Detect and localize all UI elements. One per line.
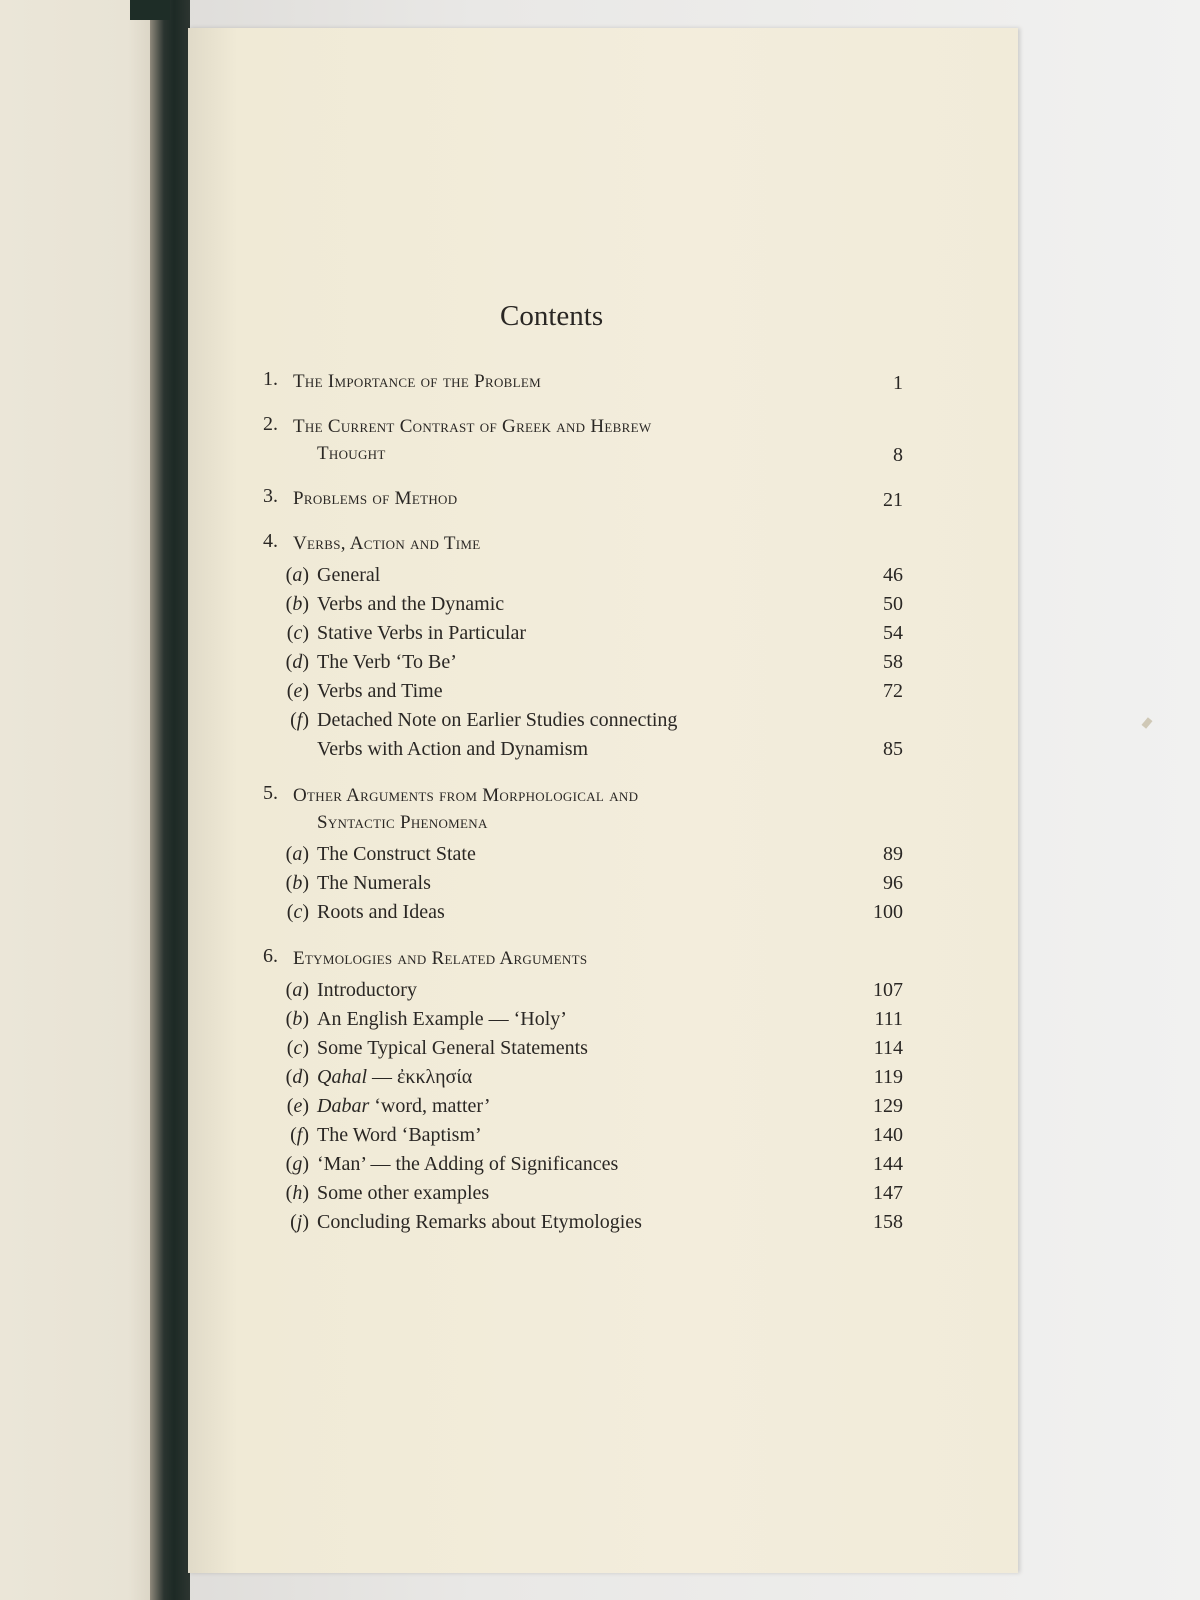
title-line: Verbs and Time	[317, 680, 443, 702]
subsection-label: (e)	[286, 1095, 309, 1117]
subsection-entry	[263, 648, 903, 677]
subsection-label: (c)	[286, 622, 309, 644]
left-page	[0, 0, 160, 1600]
chapter-heading	[263, 530, 903, 557]
subsection-entry	[263, 1150, 903, 1179]
page-number: 54	[883, 622, 903, 644]
chapter-title	[293, 485, 843, 512]
chapter-heading	[263, 413, 903, 467]
page-number: 114	[873, 1037, 903, 1059]
chapter-number: 6.	[263, 945, 278, 967]
page-number: 111	[874, 1008, 903, 1030]
label-letter: a	[292, 979, 303, 1001]
subsection-list	[263, 840, 903, 927]
title-line: An English Example — ‘Holy’	[317, 1008, 567, 1030]
subsection-label: (b)	[285, 593, 309, 615]
chapter-number: 1.	[263, 368, 278, 390]
subsection-title	[317, 1150, 843, 1179]
title-line: Verbs with Action and Dynamism	[317, 738, 589, 760]
chapter-entry	[263, 782, 903, 927]
subsection-label: (c)	[286, 1037, 309, 1059]
label-letter: j	[296, 1211, 303, 1233]
subsection-title	[317, 1121, 843, 1150]
subsection-label: (c)	[286, 901, 309, 923]
subsection-entry	[263, 840, 903, 869]
subsection-list	[263, 561, 903, 764]
label-letter: e	[293, 680, 303, 702]
page-number: 107	[873, 979, 903, 1001]
subsection-label: (g)	[285, 1153, 309, 1175]
chapter-entry	[263, 413, 903, 467]
subsection-title	[317, 898, 843, 927]
subsection-title	[317, 1005, 843, 1034]
title-line: Dabar ‘word, matter’	[317, 1095, 491, 1117]
subsection-entry	[263, 561, 903, 590]
page-title: Contents	[500, 300, 604, 332]
page-number: 96	[883, 872, 903, 894]
subsection-entry	[263, 1005, 903, 1034]
label-letter: e	[293, 1095, 303, 1117]
subsection-label: (d)	[285, 1066, 309, 1088]
subsection-title	[317, 1034, 843, 1063]
page-number: 85	[883, 738, 903, 760]
label-letter: h	[292, 1182, 303, 1204]
subsection-entry	[263, 1092, 903, 1121]
chapter-heading	[263, 945, 903, 972]
page-number: 144	[873, 1153, 903, 1175]
page-mark	[1141, 717, 1152, 729]
label-letter: f	[296, 709, 303, 731]
subsection-list	[263, 976, 903, 1237]
page-number: 140	[873, 1124, 903, 1146]
book-cover-edge	[130, 0, 170, 20]
title-line: Verbs and the Dynamic	[317, 593, 505, 615]
title-line: The Word ‘Baptism’	[317, 1124, 482, 1146]
label-letter: g	[292, 1153, 303, 1175]
label-letter: c	[293, 901, 303, 923]
subsection-label: (d)	[285, 651, 309, 673]
subsection-title	[317, 1063, 843, 1092]
subsection-label: (e)	[286, 680, 309, 702]
label-letter: b	[292, 1008, 303, 1030]
subsection-entry	[263, 1121, 903, 1150]
subsection-label: (h)	[285, 1182, 309, 1204]
title-line: Thought	[317, 443, 386, 464]
subsection-title	[317, 1179, 843, 1208]
label-letter: a	[292, 564, 303, 586]
page-number: 129	[873, 1095, 903, 1117]
label-letter: d	[292, 1066, 303, 1088]
subsection-label: (j)	[290, 1211, 309, 1233]
chapter-title	[293, 413, 843, 467]
page-number: 8	[893, 444, 903, 466]
page-number: 50	[883, 593, 903, 615]
subsection-title	[317, 677, 843, 706]
subsection-entry	[263, 677, 903, 706]
subsection-title	[317, 648, 843, 677]
page-number: 58	[883, 651, 903, 673]
label-letter: c	[293, 1037, 303, 1059]
chapter-entry	[263, 368, 903, 395]
subsection-label: (a)	[285, 843, 309, 865]
subsection-title	[317, 561, 843, 590]
subsection-title	[317, 619, 843, 648]
title-line: The Construct State	[317, 843, 476, 865]
label-letter: f	[296, 1124, 303, 1146]
subsection-entry	[263, 619, 903, 648]
subsection-title	[317, 840, 843, 869]
subsection-entry	[263, 1063, 903, 1092]
subsection-label: (a)	[285, 979, 309, 1001]
title-line: The Importance of the Problem	[293, 371, 541, 392]
title-line: Syntactic Phenomena	[317, 812, 488, 833]
subsection-label: (a)	[285, 564, 309, 586]
title-line: Detached Note on Earlier Studies connecting	[317, 709, 678, 731]
title-line: Other Arguments from Morphological and	[293, 785, 639, 806]
contents-page	[188, 28, 1018, 1573]
title-line: Stative Verbs in Particular	[317, 622, 527, 644]
book-gutter	[150, 0, 190, 1600]
chapter-entry	[263, 945, 903, 1237]
chapter-title	[293, 368, 843, 395]
subsection-title	[317, 976, 843, 1005]
subsection-title	[317, 706, 843, 764]
subsection-entry	[263, 898, 903, 927]
subsection-entry	[263, 1208, 903, 1237]
subsection-entry	[263, 590, 903, 619]
chapter-entry	[263, 530, 903, 764]
subsection-entry	[263, 1179, 903, 1208]
chapter-number: 4.	[263, 530, 278, 552]
chapter-title	[293, 945, 843, 972]
title-line: Problems of Method	[293, 488, 458, 509]
contents-list	[263, 368, 903, 1237]
subsection-entry	[263, 976, 903, 1005]
title-line: Introductory	[317, 979, 417, 1001]
subsection-entry	[263, 869, 903, 898]
subsection-label: (b)	[285, 1008, 309, 1030]
title-line: Verbs, Action and Time	[293, 533, 481, 554]
subsection-label: (b)	[285, 872, 309, 894]
title-line: General	[317, 564, 381, 586]
title-line: ‘Man’ — the Adding of Significances	[317, 1153, 619, 1175]
page-number: 147	[873, 1182, 903, 1204]
title-line: The Numerals	[317, 872, 431, 894]
page-number: 158	[873, 1211, 903, 1233]
subsection-label: (f)	[290, 1124, 309, 1146]
title-line: Concluding Remarks about Etymologies	[317, 1211, 642, 1233]
label-letter: b	[292, 593, 303, 615]
chapter-entry	[263, 485, 903, 512]
chapter-title	[293, 782, 843, 836]
label-letter: a	[292, 843, 303, 865]
subsection-title	[317, 1208, 843, 1237]
page-number: 89	[883, 843, 903, 865]
chapter-title	[293, 530, 843, 557]
chapter-number: 5.	[263, 782, 278, 804]
page-number: 119	[873, 1066, 903, 1088]
title-line: The Verb ‘To Be’	[317, 651, 457, 673]
subsection-entry	[263, 1034, 903, 1063]
title-line: Roots and Ideas	[317, 901, 445, 923]
label-letter: c	[293, 622, 303, 644]
title-line: Some other examples	[317, 1182, 490, 1204]
title-line: Some Typical General Statements	[317, 1037, 588, 1059]
subsection-title	[317, 1092, 843, 1121]
page-number: 1	[893, 372, 903, 394]
subsection-title	[317, 869, 843, 898]
title-line: The Current Contrast of Greek and Hebrew	[293, 416, 652, 437]
subsection-title	[317, 590, 843, 619]
chapter-heading	[263, 782, 903, 836]
chapter-number: 3.	[263, 485, 278, 507]
page-number: 46	[883, 564, 903, 586]
page-number: 100	[873, 901, 903, 923]
chapter-heading	[263, 368, 903, 395]
chapter-number: 2.	[263, 413, 278, 435]
label-letter: d	[292, 651, 303, 673]
page-number: 72	[883, 680, 903, 702]
subsection-entry	[263, 706, 903, 764]
page-number: 21	[883, 489, 903, 511]
title-line: Qahal — ἐκκλησία	[317, 1066, 473, 1088]
title-line: Etymologies and Related Arguments	[293, 948, 588, 969]
chapter-heading	[263, 485, 903, 512]
subsection-label: (f)	[290, 709, 309, 731]
label-letter: b	[292, 872, 303, 894]
